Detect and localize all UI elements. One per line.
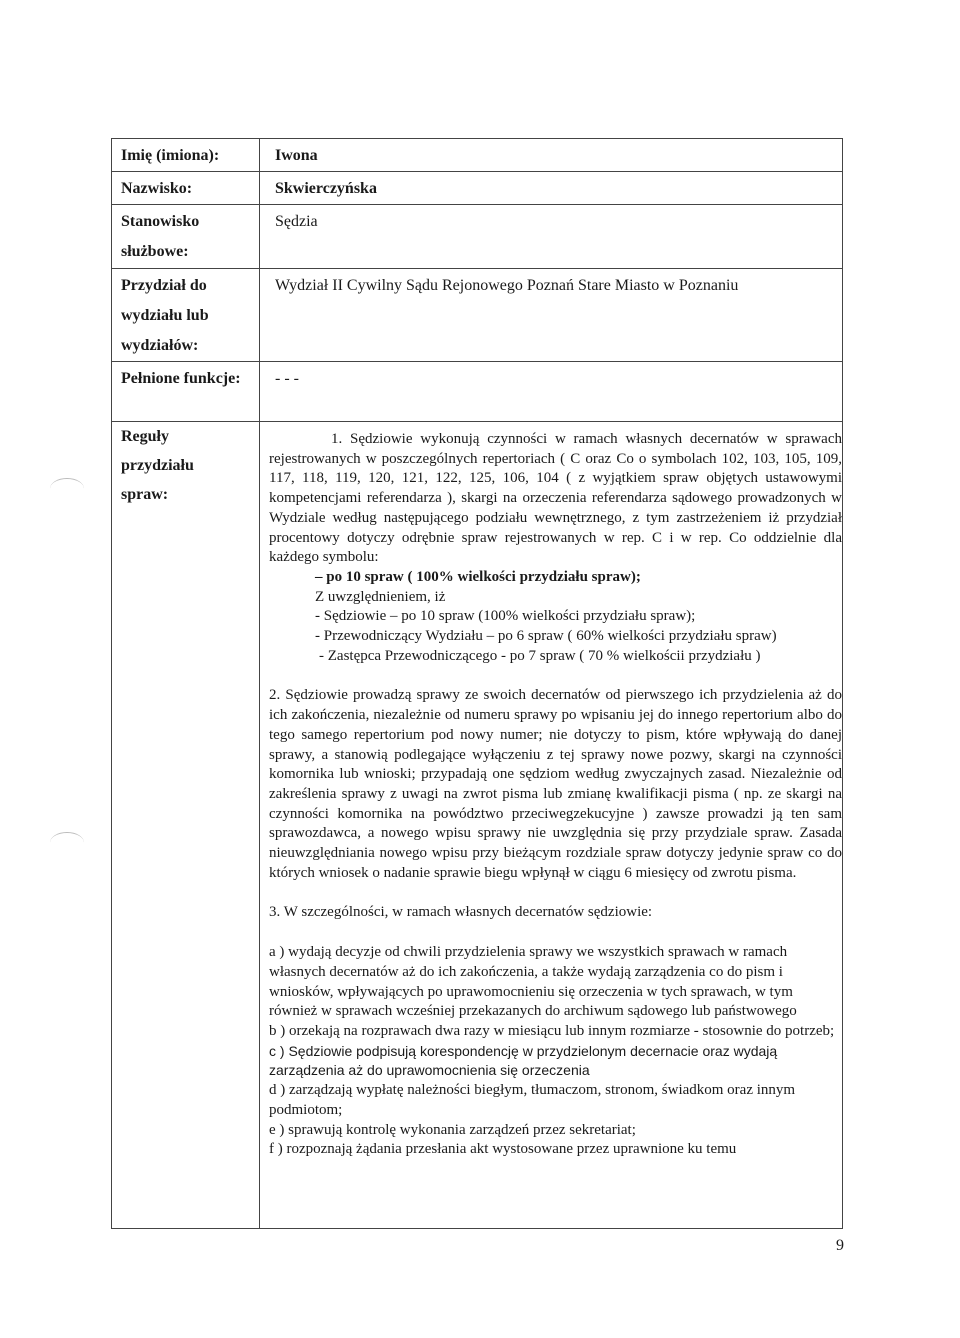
table-row [112,205,843,269]
rules-label [112,422,260,1229]
department-label: Przydział do wydziału lub wydziałów: [112,269,260,362]
rule-item-b: b ) orzekają na rozprawach dwa razy w miesiącu lub innym rozmiarze - stosownie do potrzeb; [269,1022,835,1039]
rule-1-allocation: – po 10 spraw ( 100% wielkości przydziału spraw); [315,568,641,585]
rule-paragraph-3: 3. W szczególności, w ramach własnych decernatów sędziowie: [269,904,653,921]
rule-1-line: Z uwzględnieniem, iż [315,588,446,605]
rule-paragraph-1: 1. Sędziowie wykonują czynności w ramach własnych decernatów w sprawach rejestrowanych w poszczególnych repertoriach ( C oraz Co o symbolach 102, 103, 105, 109, 117, 118, 119, 120, 121, 122, 125, 106, 104 ( z wyjątkiem spraw objętych ustawowymi kompetencjami referendarza ), skargi na orzeczenia referendarza sądowego prowadzonych w Wydziale według następującego podziału wewnętrznego, z tym zastrzeżeniem iż przydział procentowy dotyczy odrębnie spraw rejestrowanych w rep. C i w rep. Co oddzielnie dla każdego symbolu: [269,431,842,566]
position-label: Stanowisko służbowe: [112,205,260,269]
rule-item-e: e ) sprawują kontrolę wykonania zarządzeń przez sekretariat; [269,1121,636,1138]
rule-paragraph-2: 2. Sędziowie prowadzą sprawy ze swoich decernatów od pierwszego ich przydzielenia aż do ich zakończenia, niezależnie od numeru sprawy po wpisaniu jej do innego repertorium albo do tego samego repertorium pod nowy numer; nie dotyczy to pism, które wpływają do danej sprawy, a stanowią podlegające wyłączeniu z tej sprawy nowe pozwy, skargi na czynności komornika lub wnioski; przypadają one sędziom według zwyczajnych zasad. Niezależnie od zakreślenia sprawy z uwagi na zwrot pisma lub zmianę kwalifikacji pisma ( np. ze skargi na czynności komornika na powództwo przeciwegzekucyjne ) zawsze prowadzi ją ten sam sprawozdawca, a nowego wpisu sprawy nie uwzględnia się przy przydziale spraw. Zasada nieuwzględniania nowego wpisu przy bieżącym rozdziale spraw dotyczy jedynie spraw co do których wniosek o nadanie sprawie biegu wpłynął w ciągu 6 miesięcy od zwrotu pisma. [269,687,842,881]
table-row [112,269,843,362]
first-name-label: Imię (imiona): [112,139,260,172]
rule-1-line: - Sędziowie – po 10 spraw (100% wielkości przydziału spraw); [315,608,696,625]
rule-item-a: a ) wydają decyzje od chwili przydzielenia sprawy we wszystkich sprawach w ramach własnych decernatów aż do ich zakończenia, a także wydają zarządzenia co do pism i wniosków, wpływających po uprawomocnieniu się orzeczenia w tych sprawach, w tym również w sprawach wcześniej przekazanych do archiwum sądowego lub państwowego [269,944,797,1020]
rule-item-f: f ) rozpoznają żądania przesłania akt wystosowane przez uprawnione ku temu [269,1141,737,1158]
first-name-value: Iwona [260,139,843,172]
position-value: Sędzia [260,205,843,269]
table-row [112,422,843,1229]
rule-item-d: d ) zarządzają wypłatę należności biegłym, tłumaczom, stronom, świadkom oraz innym podmiotom; [269,1082,796,1118]
rule-1-line: - Zastępca Przewodniczącego - po 7 spraw ( 70 % wielkościi przydziału ) [319,647,761,664]
rules-content [260,422,843,1229]
functions-label: Pełnione funkcje: [112,362,260,422]
rule-1-line: - Przewodniczący Wydziału – po 6 spraw ( 60% wielkości przydziału spraw) [315,628,777,645]
punch-hole-mark [50,832,84,853]
judge-info-table [111,138,843,1229]
rules-label-text: Reguły przydziału spraw: [121,428,194,503]
rule-item-c: c ) Sędziowie podpisują korespondencję w przydzielonym decernacie oraz wydają zarządzenia aż do uprawomocnienia się orzeczenia [269,1042,778,1079]
page-number: 9 [836,1237,844,1254]
punch-hole-mark [50,478,84,499]
last-name-value: Skwierczyńska [260,172,843,205]
last-name-label: Nazwisko: [112,172,260,205]
table-row [112,362,843,422]
department-value: Wydział II Cywilny Sądu Rejonowego Poznań Stare Miasto w Poznaniu [260,269,843,362]
table-row [112,172,843,205]
table-row [112,139,843,172]
functions-value: - - - [260,362,843,422]
